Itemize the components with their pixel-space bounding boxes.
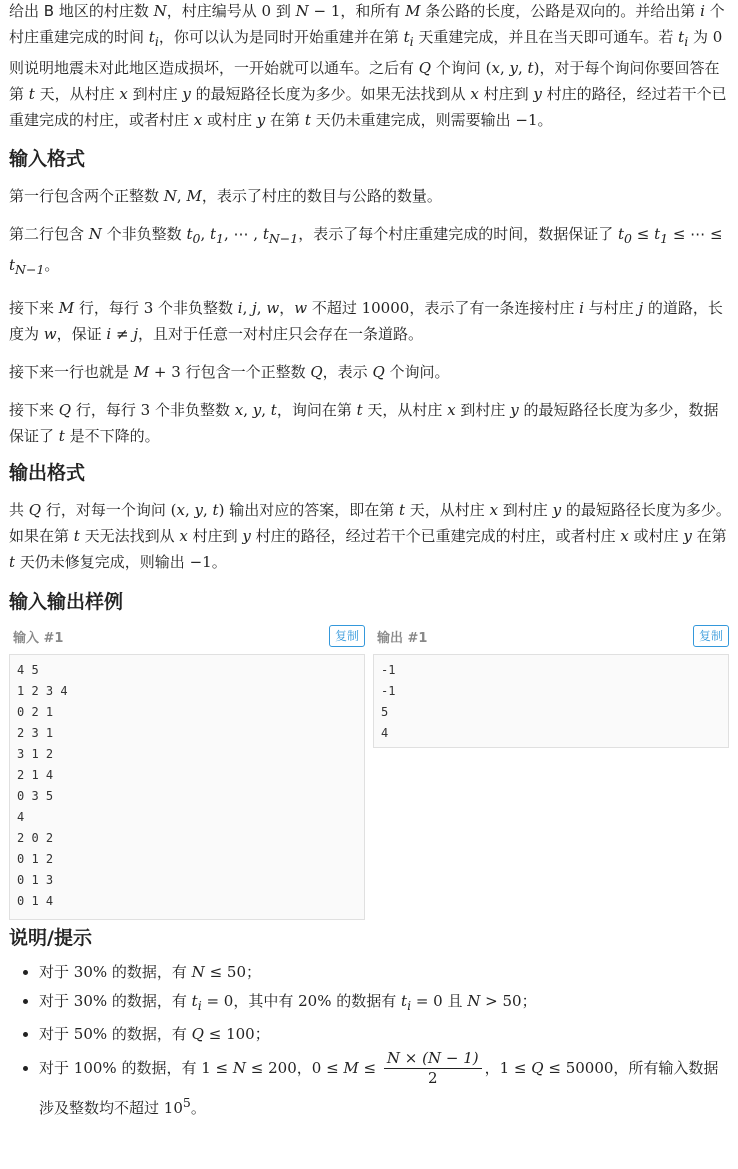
input-format-line-3: 接下来 M 行，每行 3 个非负整数 i, j, w，w 不超过 10000，表示了有一条连接村庄 i 与村庄 j 的道路，长度为 w，保证 i ≠ j，且对于任意一对村庄只会存在一条道路。 [9, 299, 723, 343]
copy-output-button[interactable]: 复制 [693, 625, 729, 647]
problem-description: 给出 B 地区的村庄数 N，村庄编号从 0 到 N − 1，和所有 M 条公路的长度，公路是双向的。并给出第 i 个村庄重建完成的时间 $t_i$，你可以认为是同时开始重建并在第 $t_i$ 天重建完成，并且在当天即可通车。若 $t_i$ 为 0 则说明地震未对此地区造成损坏，一开始就可以通车。之后有 Q 个询问 (x, y, t)，对于每个询问你要回答在第 t 天，从村庄 x 到村庄 y 的最短路径长度为多少。如果无法找到从 x 村庄到 y 村庄的路径，经过若干个已重建完成的村庄，或者村庄 x 或村庄 y 在第 t 天仍未重建完成，则需要输出 −1。 [9, 2, 727, 129]
sample-input-code: 4 5 1 2 3 4 0 2 1 2 3 1 3 1 2 2 1 4 0 3 5 4 2 0 2 0 1 2 0 1 3 0 1 4 [9, 654, 365, 920]
sample-output [373, 624, 729, 920]
hint-item: • 对于 30% 的数据，有 $t_i = 0$，其中有 20% 的数据有 $t_i = 0$ 且 N > 50； [39, 987, 731, 1020]
sample-io [9, 624, 731, 920]
sample-output-header [373, 624, 729, 648]
hint-item: • 对于 100% 的数据，有 1 ≤ N ≤ 200，0 ≤ M ≤ $\frac{N \times (N - 1)}{2}$ ，1 ≤ Q ≤ 50000，所有输入数据涉及整数均不超过 $10^5$。 [39, 1049, 731, 1123]
hint-item: • 对于 30% 的数据，有 N ≤ 50； [39, 958, 731, 987]
input-format-line-2: 第二行包含 N 个非负整数 $t_0$, $t_1$, ⋯ , $t_{N-1}$，表示了每个村庄重建完成的时间，数据保证了 $t_0 \le t_1$ ≤ ⋯ ≤ $t_{N-1}$。 [9, 225, 723, 277]
sample-input-header [9, 624, 365, 648]
output-format-heading: 输出格式 [9, 462, 86, 484]
sample-output-title: 输出 #1 [377, 630, 428, 646]
input-format-heading: 输入格式 [9, 148, 86, 170]
copy-input-button[interactable]: 复制 [329, 625, 365, 647]
input-format-line-5: 接下来 Q 行，每行 3 个非负整数 x, y, t，询问在第 t 天，从村庄 x 到村庄 y 的最短路径长度为多少，数据保证了 t 是不下降的。 [9, 401, 719, 445]
output-format-text: 共 Q 行，对每一个询问 (x, y, t) 输出对应的答案，即在第 t 天，从村庄 x 到村庄 y 的最短路径长度为多少。如果在第 t 天无法找到从 x 村庄到 y 村庄的路径，经过若干个已重建完成的村庄，或者村庄 x 或村庄 y 在第 t 天仍未修复完成，则输出 −1。 [9, 501, 731, 571]
fraction: $\frac{N \times (N - 1)}{2}$ [384, 1049, 482, 1088]
input-format-line-1: 第一行包含两个正整数 N, M，表示了村庄的数目与公路的数量。 [9, 187, 442, 205]
input-format-line-4: 接下来一行也就是 M + 3 行包含一个正整数 Q，表示 Q 个询问。 [9, 363, 450, 381]
sample-output-code: -1 -1 5 4 [373, 654, 729, 748]
hints-list [9, 958, 731, 1123]
sample-input [9, 624, 365, 920]
sample-input-title: 输入 #1 [13, 630, 64, 646]
samples-heading: 输入输出样例 [9, 591, 124, 613]
hints-heading: 说明/提示 [9, 927, 92, 949]
hint-item: • 对于 50% 的数据，有 Q ≤ 100； [39, 1020, 731, 1049]
